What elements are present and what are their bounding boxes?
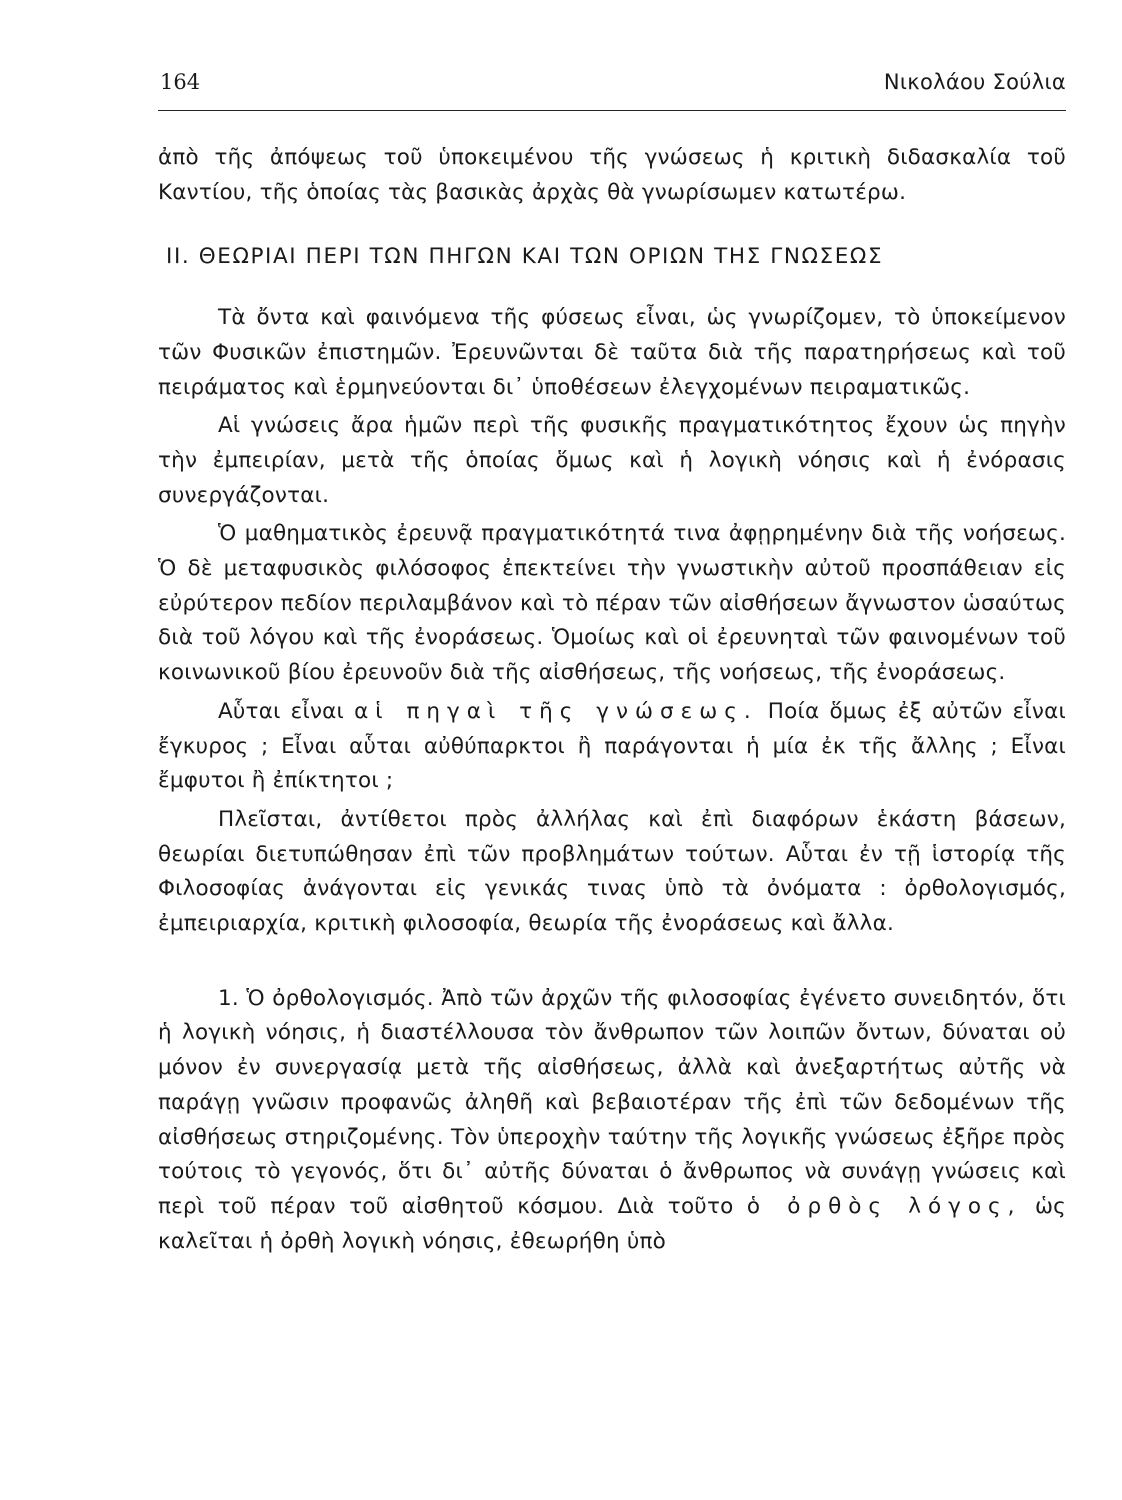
p4-spaced-emphasis: αἱ πηγαὶ τῆς γνώσεως. [354,698,758,724]
intro-paragraph: ἀπὸ τῆς ἀπόψεως τοῦ ὑποκειμένου τῆς γνώσεως ἡ κριτικὴ διδασκαλία τοῦ Καντίου, τῆς ὁποίας τὰς βασικὰς ἀρχὰς θὰ γνωρίσωμεν κατωτέρω. [158,145,1066,205]
subsection-text-end: ὡς καλεῖται ἡ ὀρθὴ λογικὴ νόησις, ἐθεωρήθη ὑπὸ [158,1193,1066,1254]
p4-end: Ποία ὅμως ἐξ αὐτῶν εἶναι ἔγκυρος ; Εἶναι αὗται αὐθύπαρκτοι ἢ παράγονται ἡ μία ἐκ τῆς ἄλλης ; Εἶναι ἔμφυτοι ἢ ἐπίκτητοι ; [158,698,1066,794]
page-number: 164 [160,70,201,94]
paragraph-4 [158,695,1066,799]
running-author: Νικολάου Σούλια [883,70,1066,94]
running-header [158,70,1066,111]
subsection-title: 1. Ὁ ὀρθολογισμός. [218,985,434,1011]
section-heading: ΙΙ. ΘΕΩΡΙΑΙ ΠΕΡΙ ΤΩΝ ΠΗΓΩΝ ΚΑΙ ΤΩΝ ΟΡΙΩΝ ΤΗΣ ΓΝΩΣΕΩΣ [166,244,884,270]
paragraph-1: Τὰ ὄντα καὶ φαινόμενα τῆς φύσεως εἶναι, ὡς γνωρίζομεν, τὸ ὑποκείμενον τῶν Φυσικῶν ἐπιστημῶν. Ἐρευνῶνται δὲ ταῦτα διὰ τῆς παρατηρήσεως καὶ τοῦ πειράματος καὶ ἑρμηνεύονται δι᾿ ὑποθέσεων ἐλεγχομένων πειραματικῶς. [158,305,1066,400]
page-body [158,141,1066,1259]
paragraph-2: Αἱ γνώσεις ἄρα ἡμῶν περὶ τῆς φυσικῆς πραγματικότητος ἔχουν ὡς πηγὴν τὴν ἐμπειρίαν, μετὰ τῆς ὁποίας ὅμως καὶ ἡ λογικὴ νόησις καὶ ἡ ἐνόρασις συνεργάζονται. [158,413,1066,508]
subsection-paragraph [158,982,1066,1260]
paragraph-5: Πλεῖσται, ἀντίθετοι πρὸς ἀλλήλας καὶ ἐπὶ διαφόρων ἑκάστη βάσεων, θεωρίαι διετυπώθησαν ἐπὶ τῶν προβλημάτων τούτων. Αὗται ἐν τῇ ἱστορίᾳ τῆς Φιλοσοφίας ἀνάγονται εἰς γενικάς τινας ὑπὸ τὰ ὀνόματα : ὀρθολογισμός, ἐμπειριαρχία, κριτικὴ φιλοσοφία, θεωρία τῆς ἐνοράσεως καὶ ἄλλα. [158,806,1066,937]
subsection-text-start: Ἀπὸ τῶν ἀρχῶν τῆς φιλοσοφίας ἐγένετο συνειδητόν, ὅτι ἡ λογικὴ νόησις, ἡ διαστέλλουσα τὸν ἄνθρωπον τῶν λοιπῶν ὄντων, δύναται οὐ μόνον ἐν συνεργασίᾳ μετὰ τῆς αἰσθήσεως, ἀλλὰ καὶ ἀνεξαρτήτως αὐτῆς νὰ παράγῃ γνῶσιν προφανῶς ἀληθῆ καὶ βεβαιοτέραν τῆς ἐπὶ τῶν δεδομένων τῆς αἰσθήσεως στηριζομένης. Τὸν ὑπεροχὴν ταύτην τῆς λογικῆς γνώσεως ἐξῆρε πρὸς τούτοις τὸ γεγονός, ὅτι δι᾿ αὐτῆς δύναται ὁ ἄνθρωπος νὰ συνάγῃ γνώσεις καὶ περὶ τοῦ πέραν τοῦ αἰσθητοῦ κόσμου. Διὰ τοῦτο [158,985,1066,1219]
p4-start: Αὗται εἶναι [218,698,345,724]
paragraph-3: Ὁ μαθηματικὸς ἐρευνᾷ πραγματικότητά τινα ἀφῃρημένην διὰ τῆς νοήσεως. Ὁ δὲ μεταφυσικὸς φιλόσοφος ἐπεκτείνει τὴν γνωστικὴν αὐτοῦ προσπάθειαν εἰς εὐρύτερον πεδίον περιλαμβάνον καὶ τὸ πέραν τῶν αἰσθήσεων ἄγνωστον ὡσαύτως διὰ τοῦ λόγου καὶ τῆς ἐνοράσεως. Ὁμοίως καὶ οἱ ἐρευνηταὶ τῶν φαινομένων τοῦ κοινωνικοῦ βίου ἐρευνοῦν διὰ τῆς αἰσθήσεως, τῆς νοήσεως, τῆς ἐνοράσεως. [158,521,1066,686]
subsection-spaced-emphasis: ὁ ὀρθὸς λόγος, [746,1193,1022,1219]
page [158,70,1066,1259]
